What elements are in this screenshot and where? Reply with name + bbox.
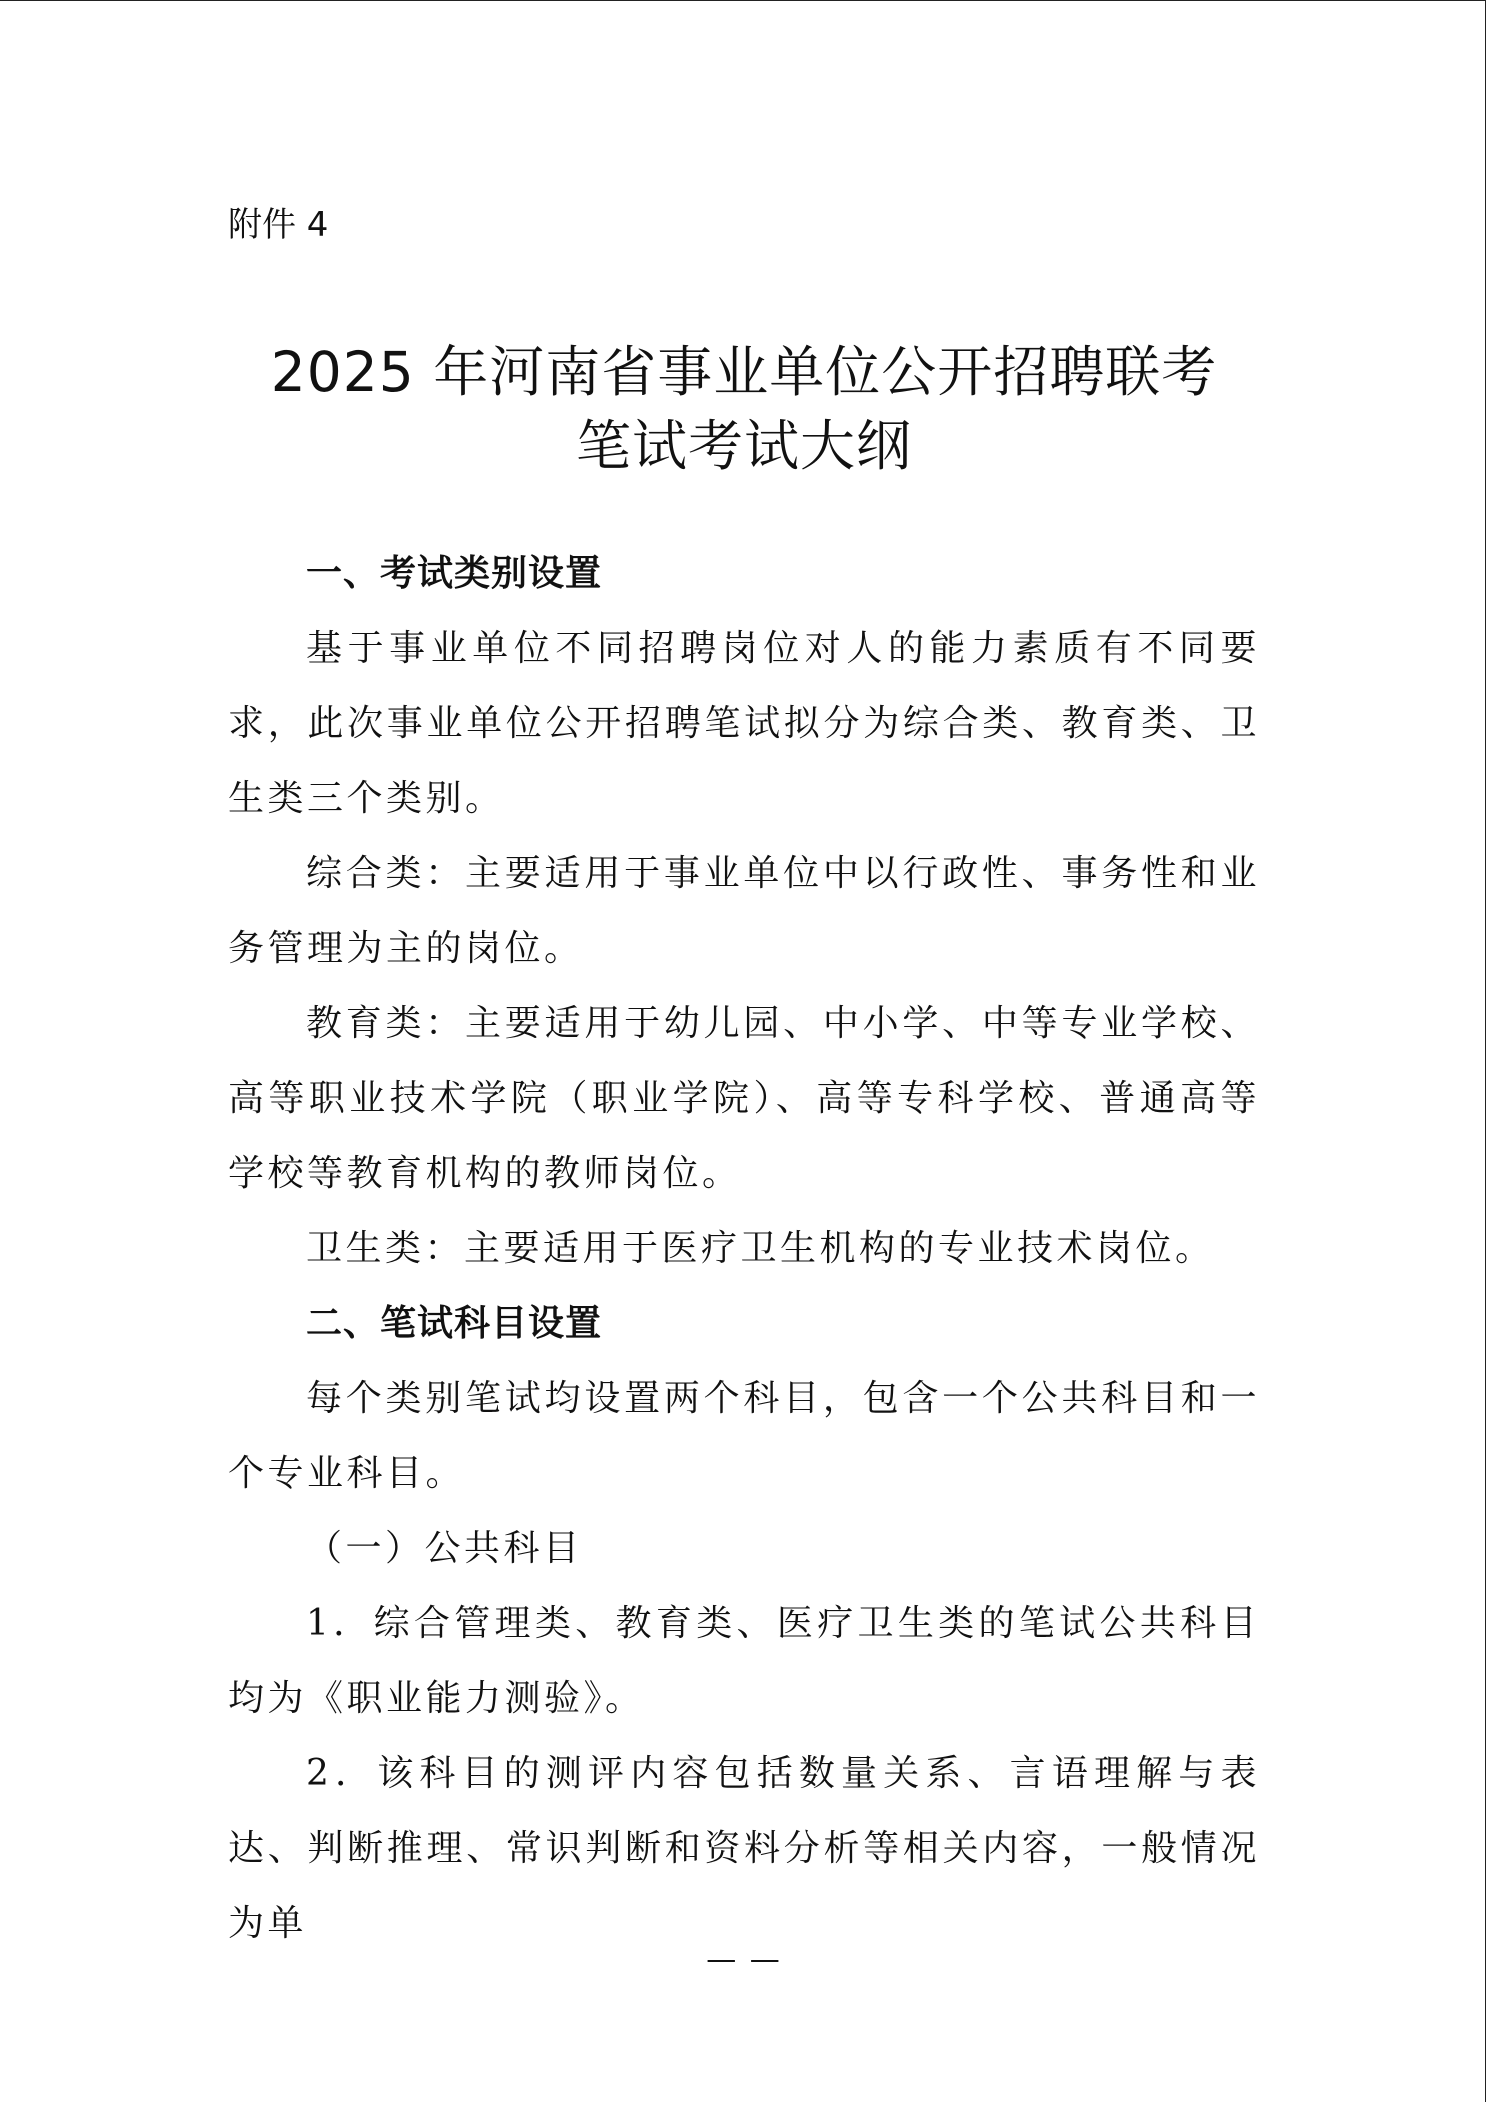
paragraph-public-subject-item-2: 2．该科目的测评内容包括数量关系、言语理解与表达、判断推理、常识判断和资料分析等相关内容，一般情况为单 <box>228 1753 1260 1944</box>
paragraph-public-subject-item-1: 1．综合管理类、教育类、医疗卫生类的笔试公共科目均为《职业能力测验》。 <box>228 1603 1260 1719</box>
section-heading-exam-categories: 一、考试类别设置 <box>306 553 603 594</box>
page-number-marker: — — <box>706 1942 782 1977</box>
document-body <box>228 536 1260 1961</box>
paragraph-category-intro: 基于事业单位不同招聘岗位对人的能力素质有不同要求，此次事业单位公开招聘笔试拟分为综合类、教育类、卫生类三个类别。 <box>228 628 1260 819</box>
document-title-line-1: 2025 年河南省事业单位公开招聘联考 <box>270 340 1218 404</box>
paragraph-subjects-intro: 每个类别笔试均设置两个科目，包含一个公共科目和一个专业科目。 <box>228 1378 1260 1494</box>
subheading-public-subject: （一）公共科目 <box>306 1528 583 1569</box>
section-heading-exam-subjects: 二、笔试科目设置 <box>306 1303 603 1344</box>
paragraph-education-category: 教育类：主要适用于幼儿园、中小学、中等专业学校、高等职业技术学院（职业学院）、高等专科学校、普通高等学校等教育机构的教师岗位。 <box>228 1003 1260 1194</box>
document-title-line-2: 笔试考试大纲 <box>575 414 912 478</box>
paragraph-comprehensive-category: 综合类：主要适用于事业单位中以行政性、事务性和业务管理为主的岗位。 <box>228 853 1260 969</box>
paragraph-health-category: 卫生类：主要适用于医疗卫生机构的专业技术岗位。 <box>306 1228 1215 1269</box>
attachment-label: 附件 4 <box>228 205 329 245</box>
